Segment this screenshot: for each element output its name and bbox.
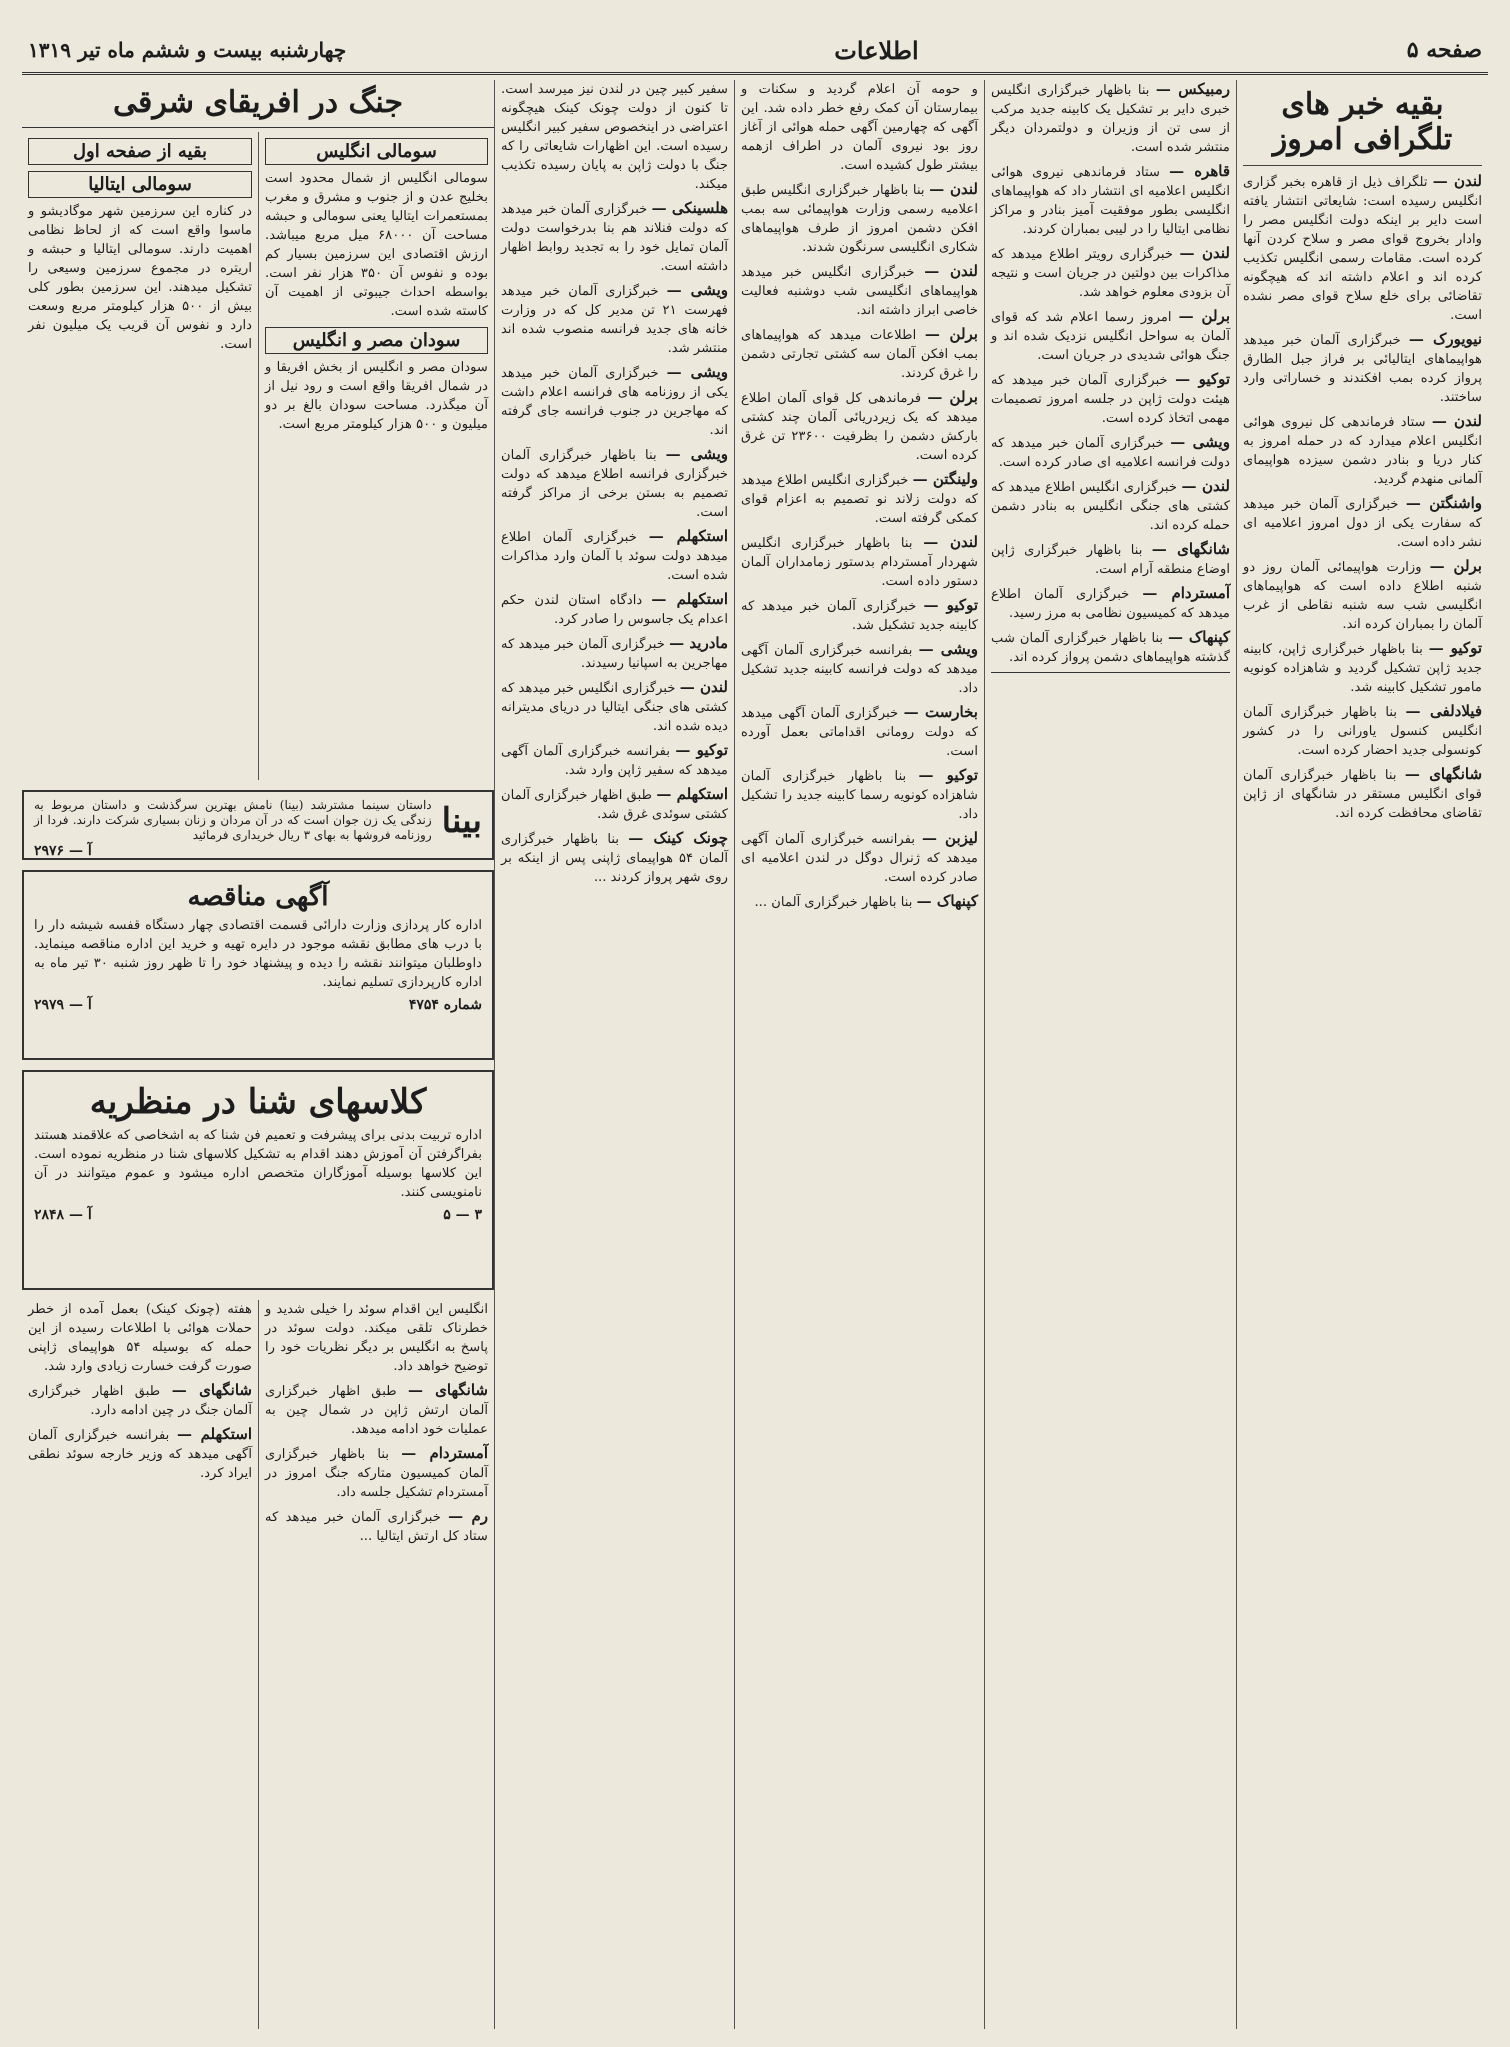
news-dateline: توکیو — [675, 741, 729, 759]
news-dateline: شانگهای — [1404, 765, 1483, 783]
news-dateline: توکیو — [1428, 639, 1482, 657]
news-item [741, 703, 978, 761]
news-dateline: لندن — [929, 180, 978, 198]
news-dateline: استکهلم — [651, 590, 729, 608]
news-item [501, 527, 728, 585]
news-text: خبرگزاری انگلیس اطلاع میدهد که دولت زلاند نو تصمیم به اعزام قوای کمکی گرفته است. [741, 473, 978, 526]
swim-ad-code2: ۳ — ۵ [443, 1207, 482, 1223]
news-item [1243, 330, 1482, 407]
news-dateline: ویشی — [666, 363, 728, 381]
news-dateline: کپنهاک — [916, 892, 978, 910]
news-dateline: برلن — [924, 325, 978, 343]
swim-ad-code: آ — ۲۸۴۸ [34, 1207, 92, 1223]
news-item [991, 477, 1230, 535]
column-2 [984, 80, 1236, 2029]
tender-ad-title: آگهی مناقصه [187, 882, 329, 912]
column-4 [494, 80, 734, 2029]
bottom-mid-dateline2: شانگهای — [171, 1381, 252, 1399]
news-item [1243, 494, 1482, 552]
film-ad-code: آ — ۲۹۷۶ [34, 843, 92, 859]
news-dateline: لندن — [924, 262, 978, 280]
bottom-right-text4: خبرگزاری آلمان خبر میدهد که ستاد کل ارتش ایتالیا ... [265, 1510, 488, 1544]
col2-items [991, 80, 1230, 667]
news-dateline: لندن — [679, 678, 728, 696]
tender-ad [22, 870, 494, 1060]
news-item [741, 470, 978, 528]
news-text: بنا باظهار خبرگزاری انگلیس طبق اعلامیه رسمی وزارت هواپیمائی سه بمب افکن دشمن امروز از طرف هواپیماهای شکاری انگلیسی سرنگون شدند. [741, 183, 978, 255]
news-text: خبرگزاری آلمان خبر میدهد که هیئت دولت ژاپن در جلسه امروز تصمیمات مهمی اتخاذ کرده است. [991, 373, 1230, 426]
news-dateline: ویشی — [918, 640, 978, 658]
news-item [501, 80, 728, 194]
tender-ad-text: اداره کار پردازی وزارت دارائی قسمت اقتصادی چهار دستگاه قفسه شیشه دار را با درب های مطابق نقشه موجود در دایره تهیه و خرید این اداره مناقصه مینماید. داوطلبان میتوانند نقشه را دیده و پیشنهاد خود را تا ظهر روز شنبه ۳۰ تیر ماه به اداره کارپردازی تسلیم نمایند. [34, 918, 483, 990]
news-item [501, 590, 728, 629]
news-dateline: ولینگتن — [912, 470, 978, 488]
news-text: خبرگزاری آلمان خبر میدهد که دولت فرانسه اعلامیه ای صادر کرده است. [991, 436, 1230, 470]
news-item [991, 584, 1230, 623]
news-text: دادگاه استان لندن حکم اعدام یک جاسوس را صادر کرد. [501, 593, 728, 627]
news-text: خبرگزاری آلمان خبر میدهد یکی از روزنامه های فرانسه اعلام داشت که مهاجرین در جنوب فرانسه جای گرفته اند. [501, 366, 728, 438]
news-text: خبرگزاری آلمان اطلاع میدهد که کمیسیون نظامی به مرز رسید. [991, 587, 1230, 621]
columns [22, 80, 1488, 2029]
news-text: بنا باظهار خبرگزاری آلمان شب گذشته هواپیماهای دشمن پرواز کرده اند. [991, 631, 1230, 665]
news-text: بنا باظهار خبرگزاری آلمان ... [754, 895, 913, 910]
news-item [991, 307, 1230, 365]
news-item [741, 388, 978, 465]
news-item [991, 540, 1230, 579]
news-dateline: ویشی — [666, 281, 728, 299]
news-text: خبرگزاری آلمان خبر میدهد که مهاجرین به اسپانیا رسیدند. [501, 637, 728, 671]
news-dateline: آمستردام — [1142, 584, 1230, 602]
news-dateline: واشنگتن — [1405, 494, 1482, 512]
news-dateline: هلسینکی — [651, 199, 728, 217]
news-text: خبرگزاری انگلیس اطلاع میدهد که کشتی های جنگی انگلیس به بنادر دشمن حمله کرده اند. [991, 480, 1230, 533]
col1-items [1243, 172, 1482, 823]
news-text: و حومه آن اعلام گردید و سکنات و بیمارستان آن کمک رفع خطر داده شد. این آگهی که چهارمین آگهی حمله هوائی از آغاز روز بود نیروی آلمان در اطراف ازهمه بیشتر طول کشیده است. [741, 82, 978, 173]
news-dateline: شانگهای — [1151, 540, 1231, 558]
news-item [991, 244, 1230, 302]
column-1 [1236, 80, 1488, 2029]
news-item [1243, 639, 1482, 697]
feature-text-a: سومالی انگلیس از شمال محدود است بخلیج عدن و از جنوب و مشرق و مغرب بمستعمرات ایتالیا یعنی سومالی و حبشه مساحت آن ۶۸۰۰۰ میل مربع میباشد. ارزش اقتصادی این سرزمین بسیار کم بوده و نفوس آن ۳۵۰ هزار نفر است. بواسطه احداث جیبوتی از اهمیت آن کاسته شده است. [265, 171, 488, 319]
news-text: امروز رسما اعلام شد که قوای آلمان به سواحل انگلیس نزدیک شده اند و جنگ هوائی شدیدی در جریان است. [991, 310, 1230, 363]
news-item [991, 433, 1230, 472]
news-dateline: لیزبن — [922, 829, 978, 847]
news-text: خبرگزاری انگلیس خبر میدهد هواپیماهای انگلیسی شب دوشنبه فعالیت خاصی ابراز داشته اند. [741, 265, 978, 318]
news-text: خبرگزاری آلمان خبر میدهد فهرست ۲۱ تن مدیر کل که در وزارت خانه های جدید فرانسه منصوب شده اند منتشر شد. [501, 284, 728, 356]
paper-name: اطلاعات [834, 35, 919, 65]
feature-text-b: در کناره این سرزمین شهر موگادیشو و ماسوا واقع است که از لحاظ نظامی اهمیت دارند. سومالی ایتالیا و حبشه و اریتره در مجموع سرزمین وسیعی را تشکیل میدهند. این سرزمین بطور کلی بیش از ۵۰۰ هزار کیلومتر مربع وسعت دارد و نفوس آن قریب یک میلیون نفر است. [28, 204, 252, 352]
news-dateline: بخارست — [903, 703, 978, 721]
news-item [741, 596, 978, 635]
news-text: بنا باظهار خبرگزاری آلمان قوای انگلیس مستقر در شانگهای از ژاپن تقاضای محافظت کرده اند. [1243, 768, 1482, 821]
film-ad-text: داستان سینما مشترشد (بینا) نامش بهترین سرگذشت و داستان مربوط به زندگی یک زن جوان است که در آن مردان و زنان بسیاری شرکت دارند. فردا از روزنامه فروشها به بهای ۳ ریال خریداری فرمائید [34, 798, 432, 842]
news-dateline: استکهلم — [648, 527, 729, 545]
column-3 [734, 80, 984, 2029]
film-ad [22, 790, 494, 860]
swim-classes-ad [22, 1070, 494, 1290]
news-text: سفیر کبیر چین در لندن نیز میرسد است. تا کنون از دولت چونک کینک هیچگونه اعتراضی در اینخصوص سفیر کبیر انگلیس رسیده است. این اظهارات شایعاتی را که جنگ با دولت ژاپن به پایان رسیده تکذیب میکند. [501, 82, 728, 192]
news-item [1243, 412, 1482, 489]
news-item [1243, 172, 1482, 325]
news-dateline: برلن — [1178, 307, 1230, 325]
bottom-right-dateline4: رم — [448, 1507, 488, 1525]
feature-title: جنگ در افریقای شرقی [22, 80, 494, 128]
news-text: خبرگزاری آلمان خبر میدهد که کابینه جدید تشکیل شد. [741, 599, 978, 633]
feature-sub-a2: سودان مصر و انگلیس [265, 327, 488, 354]
news-dateline: برلن — [927, 388, 978, 406]
news-text: بفرانسه خبرگزاری آلمان آگهی میدهد که سفیر ژاپن وارد شد. [501, 744, 728, 778]
feature-continued: بقیه از صفحه اول [28, 138, 252, 165]
news-dateline: لندن — [1432, 172, 1482, 190]
news-item [741, 892, 978, 912]
feature-sub-a: سومالی انگلیس [265, 138, 488, 165]
news-item [741, 640, 978, 698]
news-item [741, 829, 978, 887]
news-text: بنا باظهار خبرگزاری ژاپن، کابینه جدید ژاپن تشکیل گردید و شاهزاده کونویه مامور تشکیل کابینه شد. [1243, 642, 1482, 695]
col3-items [741, 80, 978, 912]
news-text: طبق اظهار خبرگزاری آلمان کشتی سوئدی غرق شد. [501, 788, 728, 822]
news-text: بفرانسه خبرگزاری آلمان آگهی میدهد که ژنرال دوگل در لندن اعلامیه ای صادر کرده است. [741, 832, 978, 885]
news-dateline: ویشی — [1170, 433, 1230, 451]
news-dateline: توکیو — [923, 596, 978, 614]
page-number: صفحه ۵ [1406, 37, 1482, 63]
news-dateline: چونک کینک — [628, 829, 728, 847]
news-item [501, 829, 728, 887]
news-item [501, 678, 728, 736]
bottom-news-right [258, 1300, 494, 2029]
news-text: ستاد فرماندهی نیروی هوائی انگلیس اعلامیه ای انتشار داد که هواپیماهای انگلیسی بطور موفقیت آمیز بنادر و مراکز نظامی ایتالیا را در لیبی بمباران کردند. [991, 165, 1230, 237]
news-item [501, 363, 728, 440]
news-dateline: فیلادلفی — [1405, 702, 1482, 720]
bottom-right-dateline2: شانگهای — [407, 1381, 488, 1399]
news-dateline: لندن — [1431, 412, 1482, 430]
news-item [501, 445, 728, 522]
news-text: ستاد فرماندهی کل نیروی هوائی انگلیس اعلام میدارد که در حمله امروز به کنار دریا و بنادر دشمن سیزده هواپیمای آلمانی منهدم گردید. [1243, 415, 1482, 487]
news-item [991, 628, 1230, 667]
news-dateline: لندن — [1179, 244, 1230, 262]
news-item [501, 281, 728, 358]
feature-text-a2: سودان مصر و انگلیس از بخش افریقا و در شمال افریقا واقع است و رود نیل از آن میگذرد. مساحت سودان بالغ بر دو میلیون و ۵۰۰ هزار کیلومتر مربع است. [265, 360, 488, 432]
bottom-news [22, 1300, 494, 2029]
news-dateline: ویشی — [665, 445, 729, 463]
news-dateline: لندن — [1181, 477, 1230, 495]
swim-ad-title: کلاسهای شنا در منظریه [89, 1082, 427, 1122]
tender-ad-reg: شماره ۴۷۵۴ [408, 997, 482, 1013]
bottom-mid-dateline3: استکهلم — [176, 1425, 252, 1443]
film-ad-brand: بینا [441, 800, 482, 841]
news-item [1243, 765, 1482, 823]
issue-date: چهارشنبه بیست و ششم ماه تیر ۱۳۱۹ [28, 38, 347, 62]
news-dateline: توکیو — [1175, 370, 1230, 388]
news-text: اطلاعات میدهد که هواپیماهای بمب افکن آلمان سه کشتی تجارتی دشمن را غرق کردند. [741, 328, 978, 381]
news-item [501, 634, 728, 673]
news-text: تلگراف ذیل از قاهره بخبر گزاری انگلیس رسیده است: شایعاتی انتشار یافته است دایر بر اینکه دولت انگلیس مصر را وادار بخروج قوای مصر و سلاح کردن آنها کرده است. مقامات رسمی انگلیس تکذیب کرده اند و اعلام داشته اند که هیچگونه تقاضائی برای خلع سلاح قوای مصر نشده است. [1243, 175, 1482, 323]
news-dateline: قاهره — [1169, 162, 1230, 180]
news-text: خبرگزاری آلمان خبر میدهد هواپیماهای ایتالیائی بر فراز جبل الطارق پرواز کرده بمب افکندند و خساراتی وارد ساختند. [1243, 333, 1482, 405]
news-text: خبرگزاری آلمان خبر میدهد که دولت فنلاند هم بنا بدرخواست دولت آلمان تمایل خود را به تجدید روابط اظهار داشته است. [501, 202, 728, 274]
news-dateline: نیویورک — [1408, 330, 1482, 348]
news-text: وزارت هواپیمائی آلمان روز دو شنبه اطلاع داده است که هواپیماهای انگلیسی شب سه شنبه نقاطی از غرب آلمان را بمباران کرده اند. [1243, 560, 1482, 632]
news-text: بنا باظهار خبرگزاری آلمان ۵۴ هواپیمای ژاپنی پس از اینکه بر روی شهر پرواز کردند ... [501, 832, 729, 885]
tender-ad-code: آ — ۲۹۷۹ [34, 997, 92, 1013]
news-dateline: کپنهاک — [1167, 628, 1230, 646]
bottom-mid-text1: هفته (چونک کینک) بعمل آمده از خطر حملات هوائی با اطلاعات رسیده از این حمله که بوسیله ۵۴ هواپیمای ژاپنی صورت گرفت خسارت زیادی وارد شد. [28, 1302, 252, 1374]
news-item [741, 80, 978, 175]
news-dateline: مادرید — [669, 634, 728, 652]
news-item [501, 199, 728, 276]
east-africa-feature [22, 80, 494, 780]
feature-col-a [258, 132, 494, 780]
news-item [501, 741, 728, 780]
news-text: بنا باظهار خبرگزاری انگلیس شهردار آمستردام بدستور زمامداران آلمان دستور داده است. [741, 536, 978, 589]
news-text: خبرگزاری انگلیس خبر میدهد که کشتی های جنگی ایتالیا در دریای مدیترانه دیده شده اند. [501, 681, 728, 734]
news-dateline: رمبیکس — [1155, 80, 1230, 98]
bottom-right-text3: بنا باظهار خبرگزاری آلمان کمیسیون متارکه جنگ امروز در آمستردام تشکیل جلسه داد. [265, 1447, 488, 1500]
bottom-news-left [22, 1300, 258, 2029]
news-text: خبرگزاری رویتر اطلاع میدهد که مذاکرات بین دولتین در جریان است و نتیجه آن بزودی معلوم خواهد شد. [991, 247, 1230, 300]
news-item [991, 370, 1230, 428]
feature-sub-b: سومالی ایتالیا [28, 171, 252, 198]
swim-ad-text: اداره تربیت بدنی برای پیشرفت و تعمیم فن شنا که به اشخاصی که علاقمند هستند بفراگرفتن آن آموزش دهند اقدام به تشکیل کلاسهای شنا در منظریه نموده است. این کلاسها بوسیله آموزگاران متخصص اداره میشود و عموم میتوانند در آن نامنویسی کنند. [34, 1128, 482, 1200]
bottom-mid-text2: طبق اظهار خبرگزاری آلمان جنگ در چین ادامه دارد. [28, 1384, 252, 1418]
news-text: خبرگزاری آلمان اطلاع میدهد دولت سوئد با آلمان وارد مذاکرات شده است. [501, 530, 728, 583]
bottom-right-text1: انگلیس این اقدام سوئد را خیلی شدید و خطرناک تلقی میکند. دولت سوئد در پاسخ به انگلیس بر دیگر نظریات خود را توضیح خواهد داد. [265, 1302, 488, 1374]
news-dateline: لندن — [923, 533, 978, 551]
news-item [741, 766, 978, 824]
bottom-right-text2: طبق اظهار خبرگزاری آلمان ارتش ژاپن در شمال چین به عملیات خود ادامه میدهد. [265, 1384, 488, 1437]
news-item [1243, 557, 1482, 634]
news-item [501, 785, 728, 824]
bottom-mid-text3: بفرانسه خبرگزاری آلمان آگهی میدهد که وزیر خارجه سوئد نطقی ایراد کرد. [28, 1428, 252, 1481]
masthead [22, 28, 1488, 75]
news-text: بنا باظهار خبرگزاری آلمان خبرگزاری فرانسه اطلاع میدهد که دولت تصمیم به بستن برخی از مراکز گرفته است. [501, 448, 728, 520]
news-item [741, 325, 978, 383]
news-item [991, 80, 1230, 157]
main-headline: بقیه خبر های تلگرافی امروز [1243, 80, 1482, 166]
news-item [991, 162, 1230, 239]
news-text: خبرگزاری آلمان خبر میدهد که سفارت یکی از دول امروز اعلامیه ای نشر داده است. [1243, 497, 1482, 550]
news-text: بنا باظهار خبرگزاری ژاپن اوضاع منطقه آرام است. [991, 543, 1230, 577]
col4-items [501, 80, 728, 887]
news-item [741, 533, 978, 591]
news-text: بنا باظهار خبرگزاری انگلیس خبری دایر بر تشکیل یک کابینه جدید مرکب از سی تن از وزیران و دولتمردان دیگر منتشر شده است. [991, 83, 1230, 155]
left-region [22, 80, 494, 2029]
news-text: بنا باظهار خبرگزاری آلمان شاهزاده کونویه رسما کابینه جدید را تشکیل داد. [741, 769, 978, 822]
bottom-right-dateline3: آمستردام — [401, 1444, 488, 1462]
news-text: فرماندهی کل قوای آلمان اطلاع میدهد که یک زیردریائی آلمان چند کشتی بارکش دشمن را بظرفیت ۲۳۶۰۰ تن غرق کرده است. [741, 391, 979, 463]
news-text: بفرانسه خبرگزاری آلمان آگهی میدهد که دولت فرانسه کابینه جدید تشکیل داد. [741, 643, 978, 696]
news-dateline: برلن — [1429, 557, 1482, 575]
news-item [1243, 702, 1482, 760]
news-item [741, 262, 978, 320]
news-item [741, 180, 978, 257]
news-text: خبرگزاری آلمان آگهی میدهد که دولت رومانی اقداماتی بعمل آورده است. [741, 706, 978, 759]
news-dateline: استکهلم — [656, 785, 728, 803]
news-text: بنا باظهار خبرگزاری آلمان انگلیس کنسول یاورانی را در کشور کونسولی جدید احضار کرده است. [1243, 705, 1482, 758]
news-dateline: توکیو — [918, 766, 979, 784]
feature-col-b [22, 132, 258, 780]
